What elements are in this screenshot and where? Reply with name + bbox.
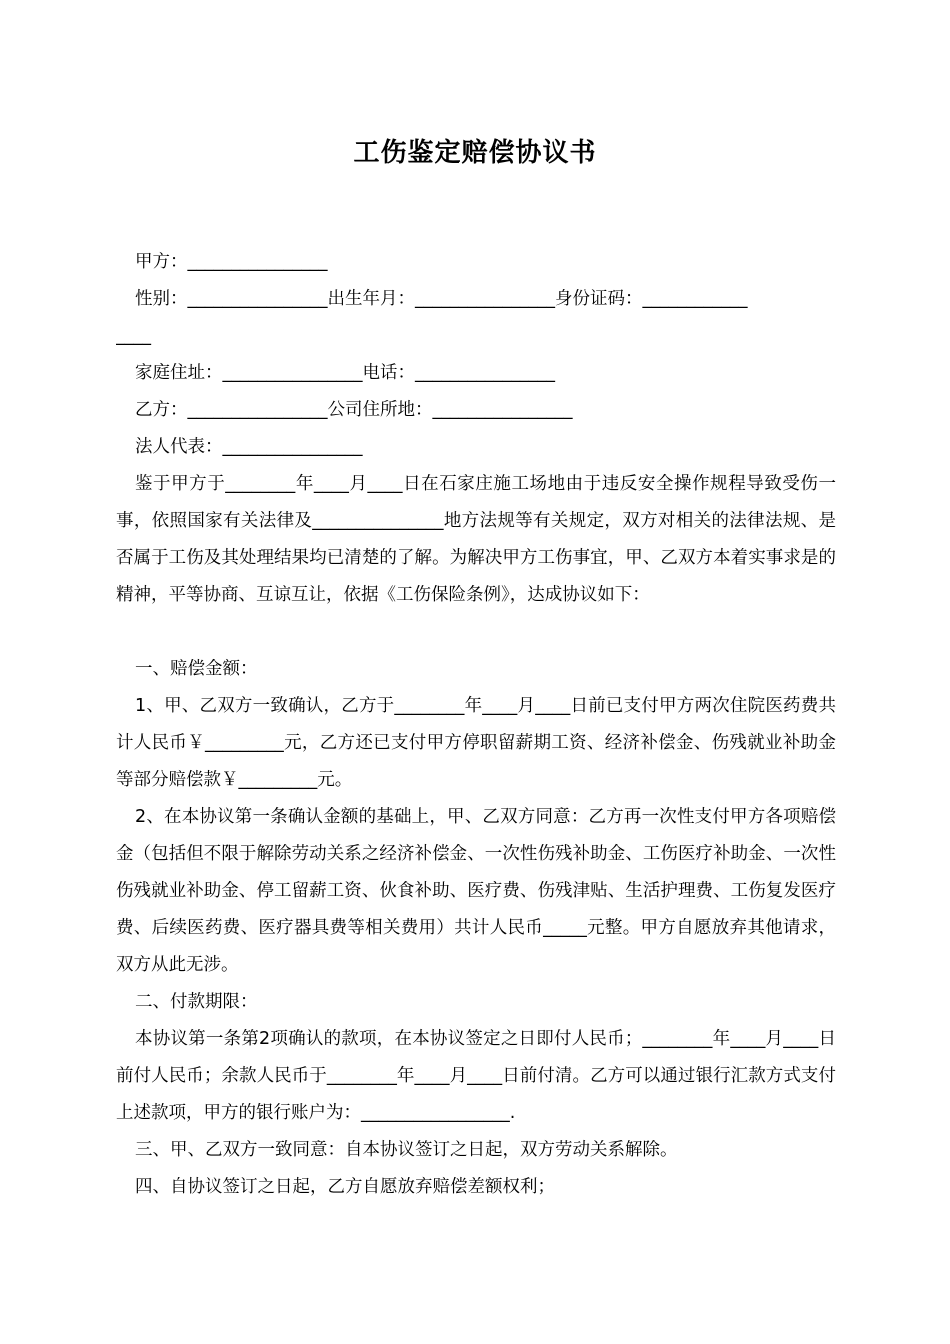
blank-line [116,614,836,651]
section-1-item-2: 2、在本协议第一条确认金额的基础上，甲、乙双方同意：乙方再一次性支付甲方各项赔偿金（包括但不限于解除劳动关系之经济补偿金、一次性伤残补助金、工伤医疗补助金、一次性伤残就业补助金、停工留薪工资、伙食补助、医疗费、伤残津贴、生活护理费、工伤复发医疗费、后续医药费、医疗器具费等相关费用）共计人民币_____元整。甲方自愿放弃其他请求，双方从此无涉。 [116,807,836,975]
party-a-address-line: 家庭住址：________________电话：________________ [135,363,555,383]
document-body [116,244,836,1206]
party-a-detail-line: 性别：________________出生年月：________________身份证码：____________ [135,289,748,309]
party-b-line: 乙方：________________公司住所地：________________ [135,400,573,420]
section-4-text: 四、自协议签订之日起，乙方自愿放弃赔偿差额权利； [135,1177,555,1197]
section-2-text: 本协议第一条第2项确认的款项，在本协议签定之日即付人民币；________年____月____日前付人民币；余款人民币于________年____月____日前付清。乙方可以通过银行汇款方式支付上述款项，甲方的银行账户为：_________________. [116,1029,836,1123]
legal-representative-line: 法人代表：________________ [135,437,363,457]
section-1-heading: 一、赔偿金额： [135,659,258,679]
document-title: 工伤鉴定赔偿协议书 [353,138,597,168]
party-a-detail-continuation: ____ [116,326,151,346]
section-2-heading: 二、付款期限： [135,992,258,1012]
intro-paragraph: 鉴于甲方于________年____月____日在石家庄施工场地由于违反安全操作规程导致受伤一事，依照国家有关法律及_______________地方法规等有关规定，双方对相关的法律法规、是否属于工伤及其处理结果均已清楚的了解。为解决甲方工伤事宜，甲、乙双方本着实事求是的精神，平等协商、互谅互让，依据《工伤保险条例》，达成协议如下： [116,474,836,605]
section-3-text: 三、甲、乙双方一致同意：自本协议签订之日起，双方劳动关系解除。 [135,1140,678,1160]
section-1-item-1: 1、甲、乙双方一致确认，乙方于________年____月____日前已支付甲方两次住院医药费共计人民币￥_________元，乙方还已支付甲方停职留薪期工资、经济补偿金、伤残就业补助金等部分赔偿款￥_________元。 [116,696,836,790]
party-a-line: 甲方：________________ [135,252,328,272]
